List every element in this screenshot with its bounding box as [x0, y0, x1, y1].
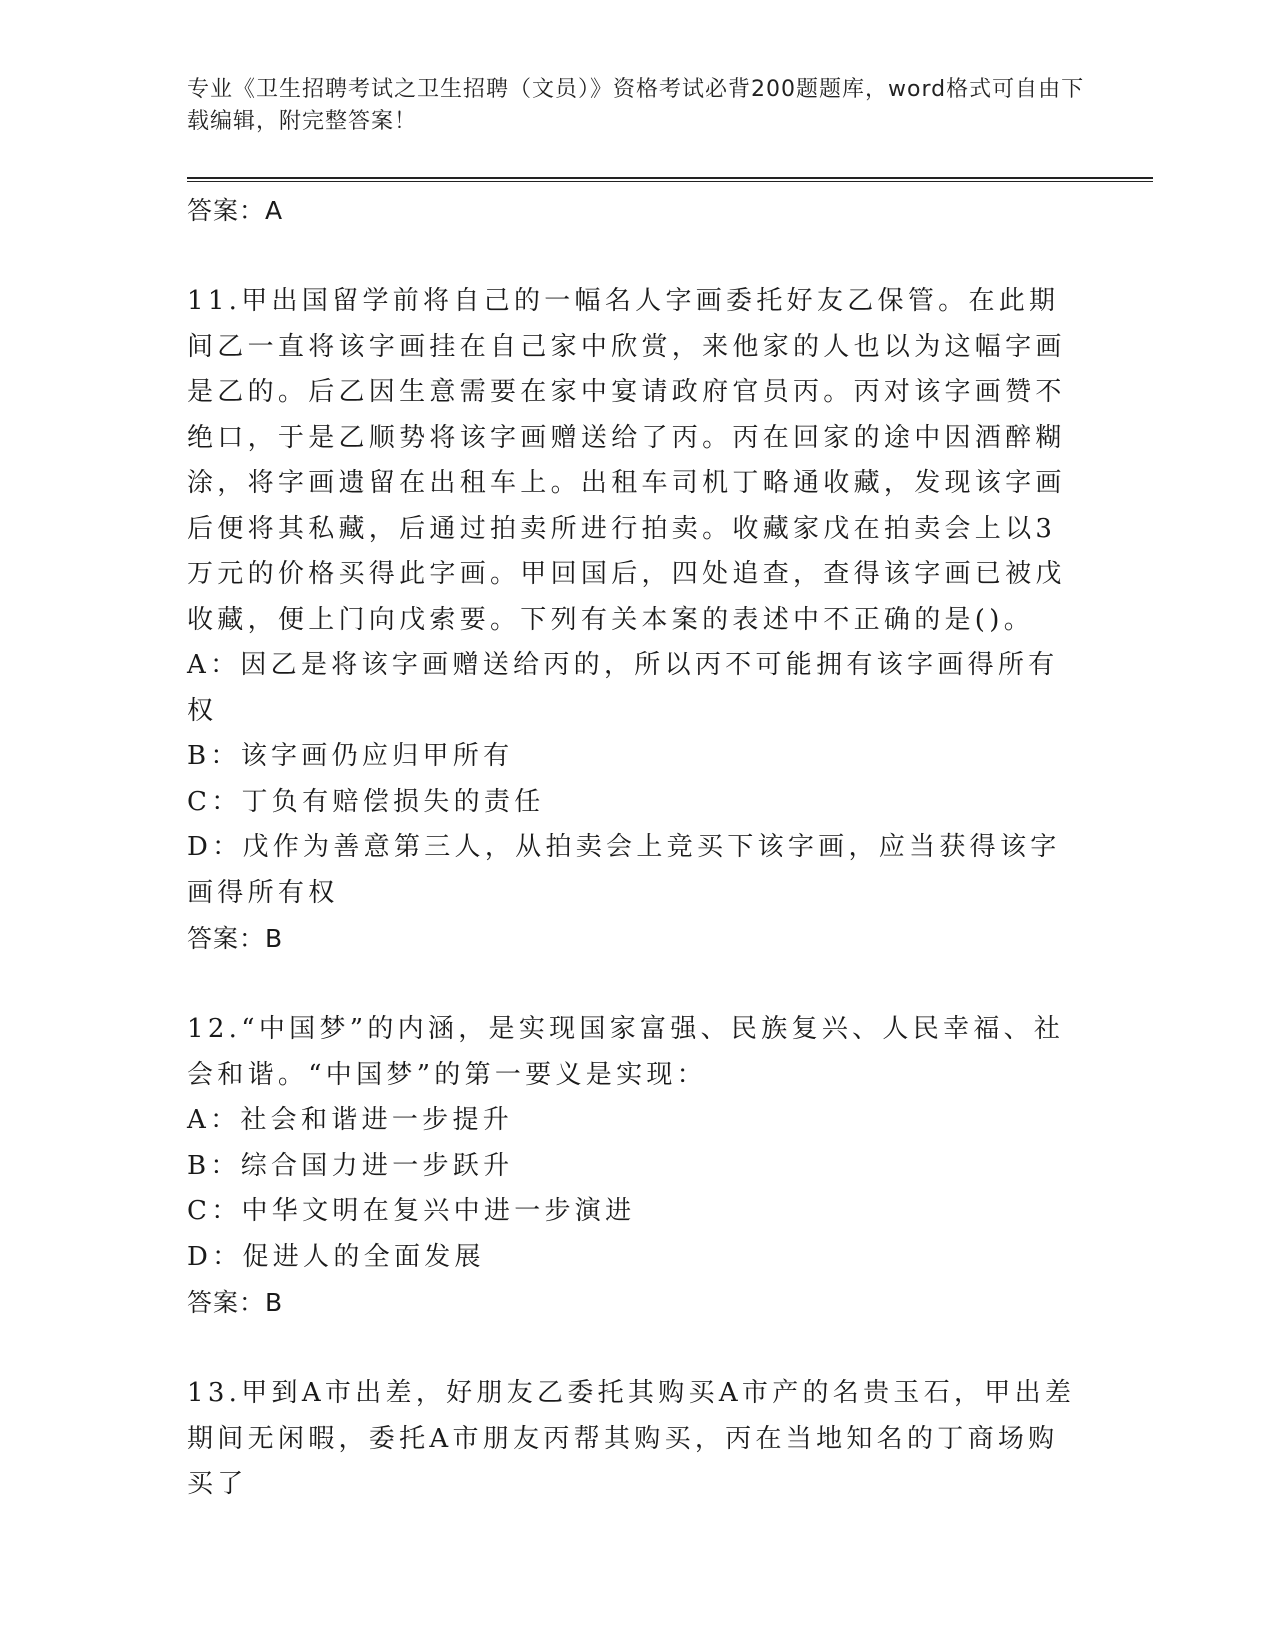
- header-rule: [187, 177, 1153, 179]
- page-header: 专业《卫生招聘考试之卫生招聘（文员）》资格考试必背200题题库，word格式可自由下载编辑，附完整答案！: [187, 77, 1085, 134]
- option-d: D：戊作为善意第三人，从拍卖会上竞买下该字画，应当获得该字画得所有权: [187, 832, 1061, 908]
- document-content: [187, 188, 1077, 1508]
- option-c: C：丁负有赔偿损失的责任: [187, 786, 545, 817]
- option-b: B：综合国力进一步跃升: [187, 1150, 514, 1181]
- option-c: C：中华文明在复兴中进一步演进: [187, 1196, 636, 1226]
- header-rule-thin: [187, 181, 1153, 182]
- previous-answer: 答案：A: [187, 196, 284, 225]
- option-a: A：社会和谐进一步提升: [187, 1105, 514, 1135]
- spacer: [187, 961, 1077, 1007]
- question-12: [187, 1007, 1077, 1325]
- answer: 答案：B: [187, 924, 284, 953]
- answer: 答案：B: [187, 1288, 284, 1317]
- option-b: B：该字画仍应归甲所有: [187, 741, 514, 771]
- option-d: D：促进人的全面发展: [187, 1241, 485, 1272]
- question-text: 13.甲到A市出差，好朋友乙委托其购买A市产的名贵玉石，甲出差期间无闲暇，委托A市朋友丙帮其购买，丙在当地知名的丁商场购买了: [187, 1378, 1076, 1499]
- question-13: [187, 1371, 1077, 1508]
- question-text: 11.甲出国留学前将自己的一幅名人字画委托好友乙保管。在此期间乙一直将该字画挂在自己家中欣赏，来他家的人也以为这幅字画是乙的。后乙因生意需要在家中宴请政府官员丙。丙对该字画赞不绝口，于是乙顺势将该字画赠送给了丙。丙在回家的途中因酒醉糊涂，将字画遗留在出租车上。出租车司机丁略通收藏，发现该字画后便将其私藏，后通过拍卖所进行拍卖。收藏家戊在拍卖会上以3万元的价格买得此字画。甲回国后，四处追查，查得该字画已被戊收藏，便上门向戊索要。下列有关本案的表述中不正确的是()。: [187, 286, 1066, 635]
- option-a: A：因乙是将该字画赠送给丙的，所以丙不可能拥有该字画得所有权: [187, 650, 1059, 726]
- spacer: [187, 1325, 1077, 1371]
- question-text: 12.“中国梦”的内涵，是实现国家富强、民族复兴、人民幸福、社会和谐。“中国梦”的第一要义是实现：: [187, 1014, 1065, 1090]
- question-11: [187, 279, 1077, 961]
- spacer: [187, 233, 1077, 279]
